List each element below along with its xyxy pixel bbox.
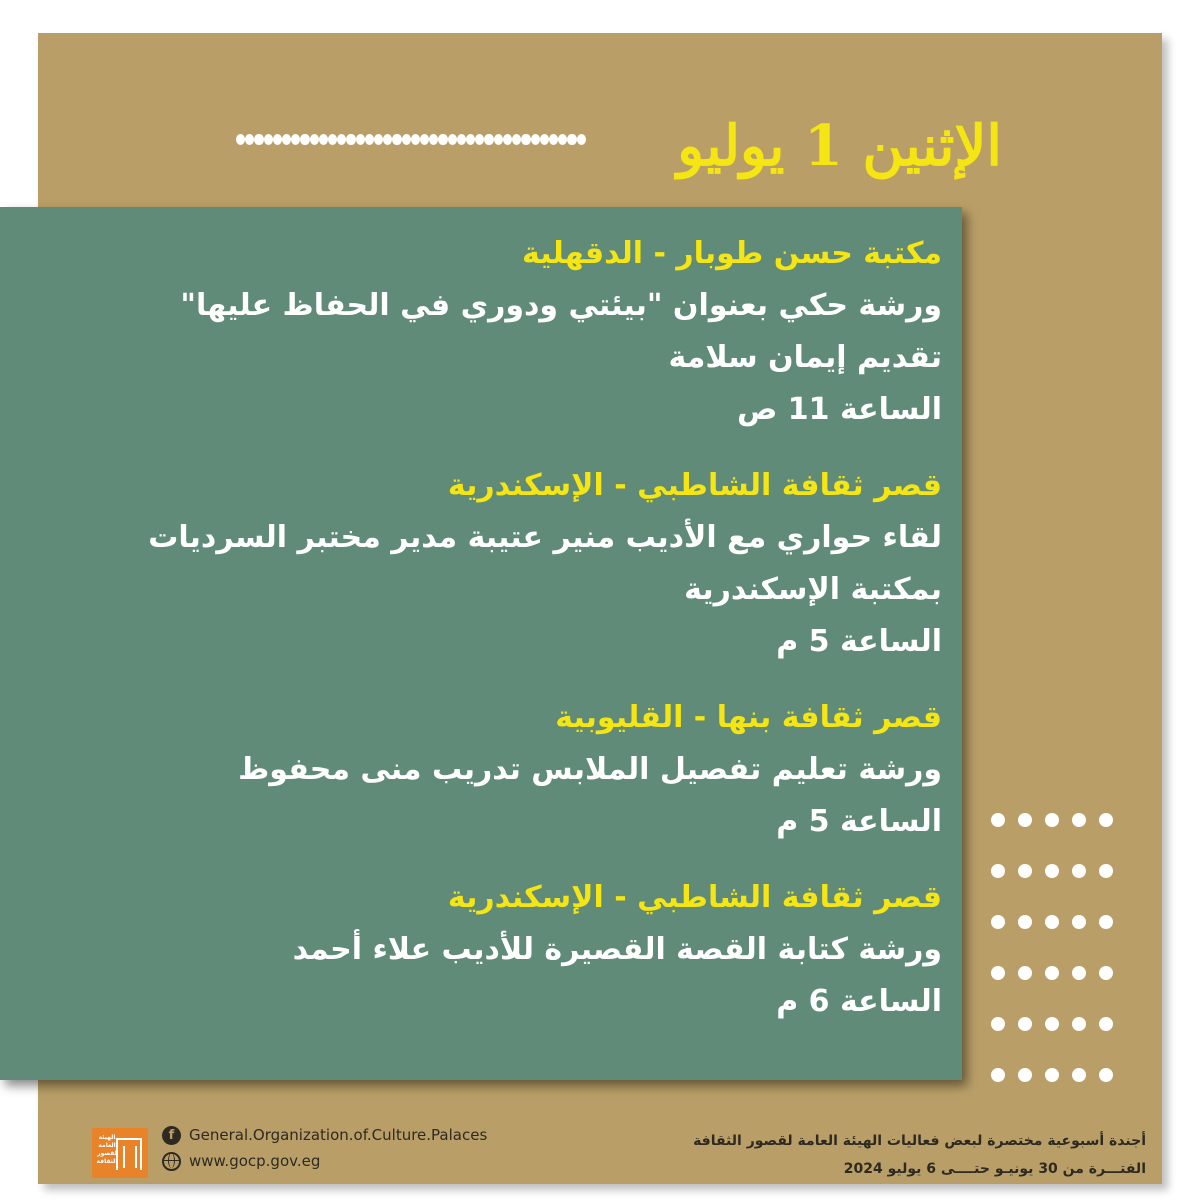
agenda-info: [693, 1127, 1146, 1183]
day-title: الإثنين 1 يوليو: [677, 113, 1002, 179]
events-list: [148, 228, 942, 1052]
event-title: ورشة حكي بعنوان "بيئتي ودوري في الحفاظ عليها": [180, 288, 942, 323]
decorative-dots-row: [236, 132, 586, 146]
event-presenter: تقديم إيمان سلامة: [668, 340, 942, 375]
facebook-icon: f: [162, 1126, 181, 1145]
event-time: الساعة 6 م: [776, 984, 942, 1019]
event-item: [180, 228, 942, 436]
website-url: www.gocp.gov.eg: [189, 1152, 321, 1170]
event-time: الساعة 5 م: [776, 624, 942, 659]
event-venue: مكتبة حسن طوبار - الدقهلية: [522, 236, 942, 271]
organization-logo: [92, 1128, 148, 1178]
event-item: [222, 692, 942, 848]
event-title: ورشة كتابة القصة القصيرة للأديب علاء أحمد: [292, 932, 942, 967]
event-venue: قصر ثقافة الشاطبي - الإسكندرية: [447, 468, 942, 503]
building-icon: [116, 1138, 142, 1170]
agenda-title: أجندة أسبوعية مختصرة لبعض فعاليات الهيئة العامة لقصور الثقافة: [693, 1133, 1146, 1149]
event-title-continued: بمكتبة الإسكندرية: [684, 572, 942, 607]
event-item: [222, 872, 942, 1028]
event-time: الساعة 5 م: [776, 804, 942, 839]
logo-text: الهيئة العامة لقصور الثقافة: [96, 1134, 118, 1165]
event-venue: قصر ثقافة بنها - القليوبية: [555, 700, 942, 735]
event-title: لقاء حواري مع الأديب منير عتيبة مدير مختبر السرديات: [148, 520, 942, 555]
facebook-handle: General.Organization.of.Culture.Palaces: [189, 1126, 488, 1144]
globe-icon: [162, 1152, 181, 1171]
event-venue: قصر ثقافة الشاطبي - الإسكندرية: [447, 880, 942, 915]
facebook-link[interactable]: [162, 1122, 487, 1148]
event-time: الساعة 11 ص: [736, 392, 942, 427]
website-link[interactable]: [162, 1148, 320, 1174]
event-title: ورشة تعليم تفصيل الملابس تدريب منى محفوظ: [238, 752, 942, 787]
event-item: [148, 460, 942, 668]
agenda-period: الفتـــرة من 30 يونيـو حتــــى 6 يوليو 2024: [843, 1161, 1146, 1177]
decorative-dots-grid: [984, 794, 1119, 1072]
